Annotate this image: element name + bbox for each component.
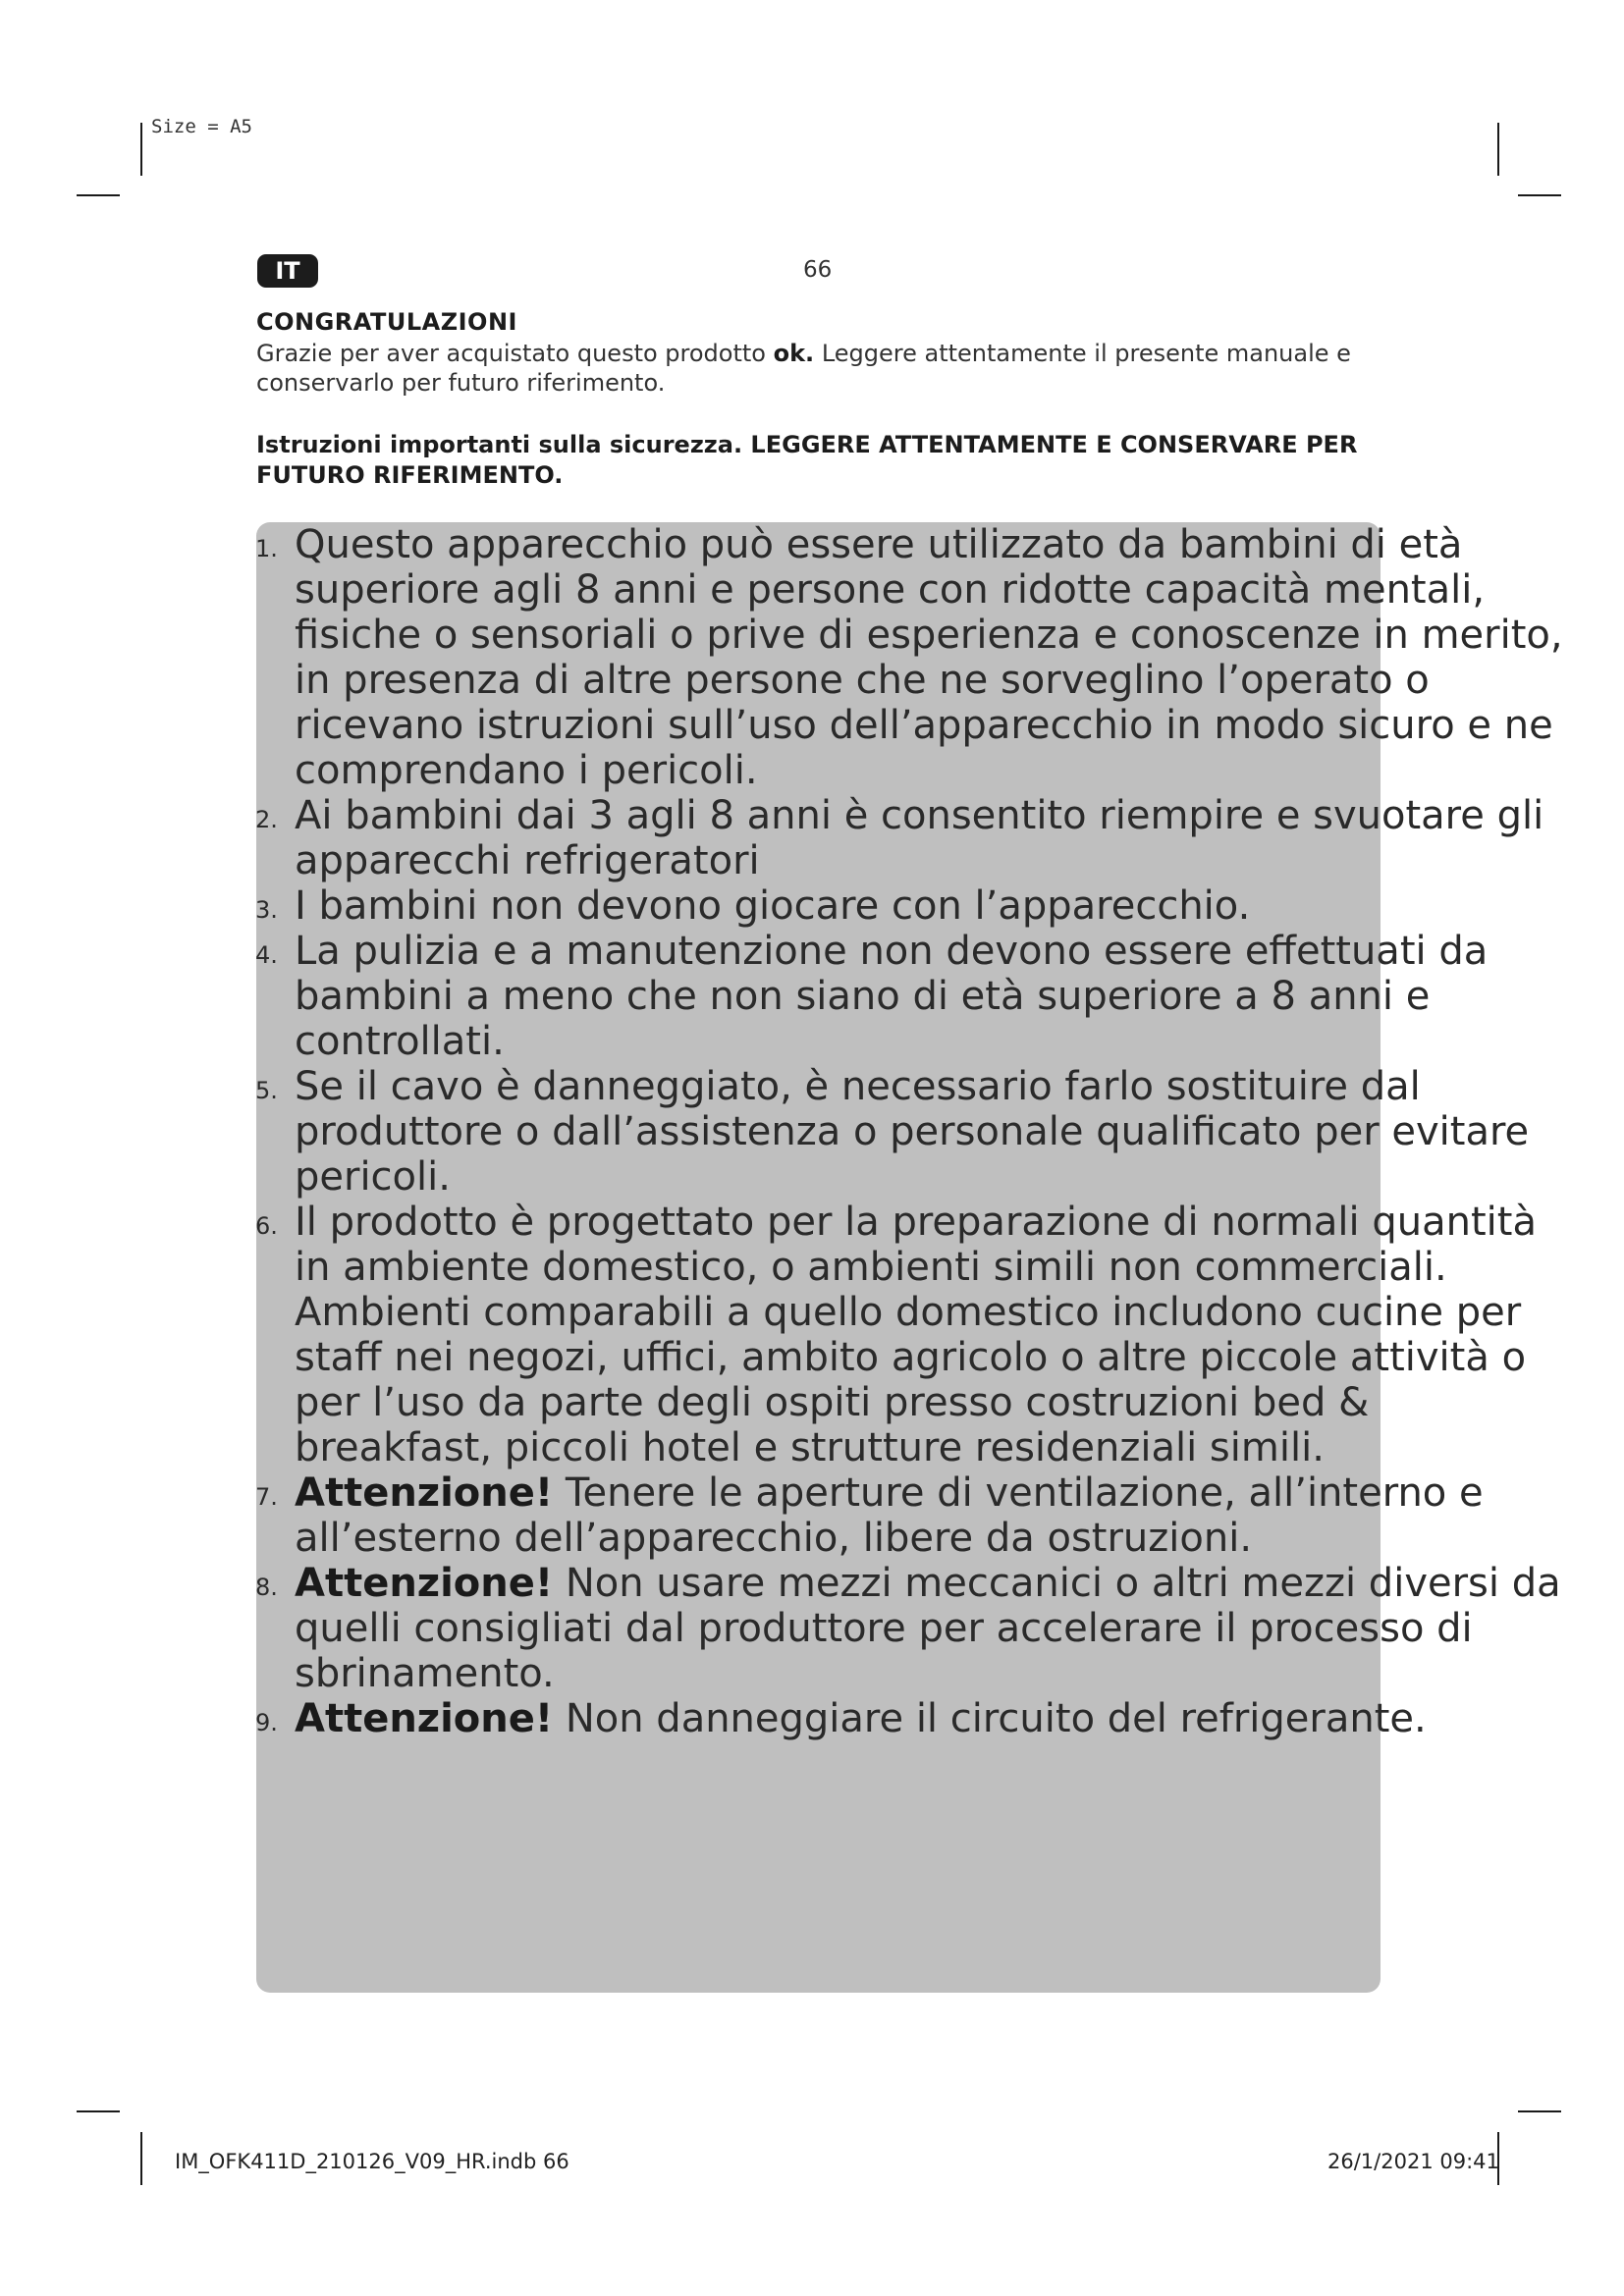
safety-item xyxy=(0,1470,1624,1561)
safety-item-warning: Attenzione! xyxy=(295,1561,554,1606)
footer-date: 26/1/2021 09:41 xyxy=(1327,2150,1499,2173)
crop-mark-top-right-vertical xyxy=(1497,123,1499,176)
safety-heading-bold: Istruzioni importanti sulla sicurezza. xyxy=(256,431,743,458)
intro-text-after: Leggere attentamente il presente manuale e conservarlo per futuro riferimento. xyxy=(256,340,1351,397)
intro-text xyxy=(256,339,1385,398)
page-number: 66 xyxy=(803,257,833,283)
safety-item-text: Ai bambini dai 3 agli 8 anni è consentito riempire e svuotare gli apparecchi refrigeratori xyxy=(295,793,1544,883)
safety-item-number: 2. xyxy=(255,806,278,833)
safety-item-content xyxy=(295,522,1565,793)
safety-item-number: 4. xyxy=(255,941,278,969)
safety-warning-list xyxy=(0,522,1624,1741)
safety-item-text: Se il cavo è danneggiato, è necessario farlo sostituire dal produttore o dall’assistenza o personale qualificato per evitare pericoli. xyxy=(295,1064,1530,1200)
safety-item-content xyxy=(295,1561,1565,1696)
safety-item-number: 1. xyxy=(255,535,278,562)
safety-item-text: Questo apparecchio può essere utilizzato da bambini di età superiore agli 8 anni e persone con ridotte capacità mentali, fisiche o sensoriali o prive di esperienza e conoscenze in merito, in presenza di altre persone che ne sorveglino l’operato o ricevano istruzioni sull’uso dell’apparecchio in modo sicuro e ne comprendano i pericoli. xyxy=(295,522,1563,793)
safety-item xyxy=(0,883,1624,929)
intro-title: CONGRATULAZIONI xyxy=(256,308,517,336)
brand-name: ok. xyxy=(773,340,815,367)
safety-item-content xyxy=(295,1064,1565,1200)
safety-item xyxy=(0,522,1624,793)
safety-item-content xyxy=(295,1696,1427,1741)
safety-item-number: 7. xyxy=(255,1483,278,1511)
safety-item-text: Tenere le aperture di ventilazione, all’interno e all’esterno dell’apparecchio, libere da ostruzioni. xyxy=(295,1470,1484,1561)
crop-mark-bottom-right-horizontal xyxy=(1518,2110,1561,2112)
safety-item-content xyxy=(295,929,1565,1064)
safety-item-warning: Attenzione! xyxy=(295,1696,554,1741)
safety-item-content xyxy=(295,1470,1565,1561)
safety-item xyxy=(0,793,1624,883)
footer-file-name: IM_OFK411D_210126_V09_HR.indb 66 xyxy=(175,2150,569,2173)
safety-item-text: Il prodotto è progettato per la preparazione di normali quantità in ambiente domestico, o ambienti simili non commerciali. Ambienti comparabili a quello domestico includono cucine per staff nei negozi, uffici, ambito agricolo o altre piccole attività o per l’uso da parte degli ospiti presso costruzioni bed & breakfast, piccoli hotel e strutture residenziali simili. xyxy=(295,1200,1537,1470)
safety-item xyxy=(0,1696,1624,1741)
safety-item xyxy=(0,929,1624,1064)
safety-item-text: Non usare mezzi meccanici o altri mezzi diversi da quelli consigliati dal produttore per accelerare il processo di sbrinamento. xyxy=(295,1561,1561,1696)
safety-item-content xyxy=(295,883,1250,929)
safety-item-number: 5. xyxy=(255,1077,278,1104)
safety-item-number: 8. xyxy=(255,1574,278,1601)
safety-item-content xyxy=(295,1200,1565,1470)
safety-item-number: 9. xyxy=(255,1709,278,1736)
crop-mark-top-left-horizontal xyxy=(77,194,120,196)
safety-item-number: 6. xyxy=(255,1212,278,1240)
safety-item-warning: Attenzione! xyxy=(295,1470,554,1516)
crop-mark-top-right-horizontal xyxy=(1518,194,1561,196)
safety-item xyxy=(0,1561,1624,1696)
crop-mark-top-left-vertical xyxy=(140,123,142,176)
language-badge: IT xyxy=(257,254,318,288)
safety-item-content xyxy=(295,793,1565,883)
size-label: Size = A5 xyxy=(151,116,252,137)
safety-heading-caps: LEGGERE ATTENTAMENTE E CONSERVARE PER FUTURO RIFERIMENTO. xyxy=(256,431,1358,489)
crop-mark-bottom-left-vertical xyxy=(140,2132,142,2185)
safety-heading xyxy=(256,430,1395,491)
safety-item-number: 3. xyxy=(255,896,278,924)
safety-item-text: La pulizia e a manutenzione non devono essere effettuati da bambini a meno che non siano di età superiore a 8 anni e controllati. xyxy=(295,929,1489,1064)
crop-mark-bottom-left-horizontal xyxy=(77,2110,120,2112)
intro-text-before: Grazie per aver acquistato questo prodotto xyxy=(256,340,774,367)
safety-item xyxy=(0,1200,1624,1470)
safety-item-text: I bambini non devono giocare con l’apparecchio. xyxy=(295,883,1251,929)
safety-item xyxy=(0,1064,1624,1200)
safety-item-text: Non danneggiare il circuito del refrigerante. xyxy=(553,1696,1427,1741)
